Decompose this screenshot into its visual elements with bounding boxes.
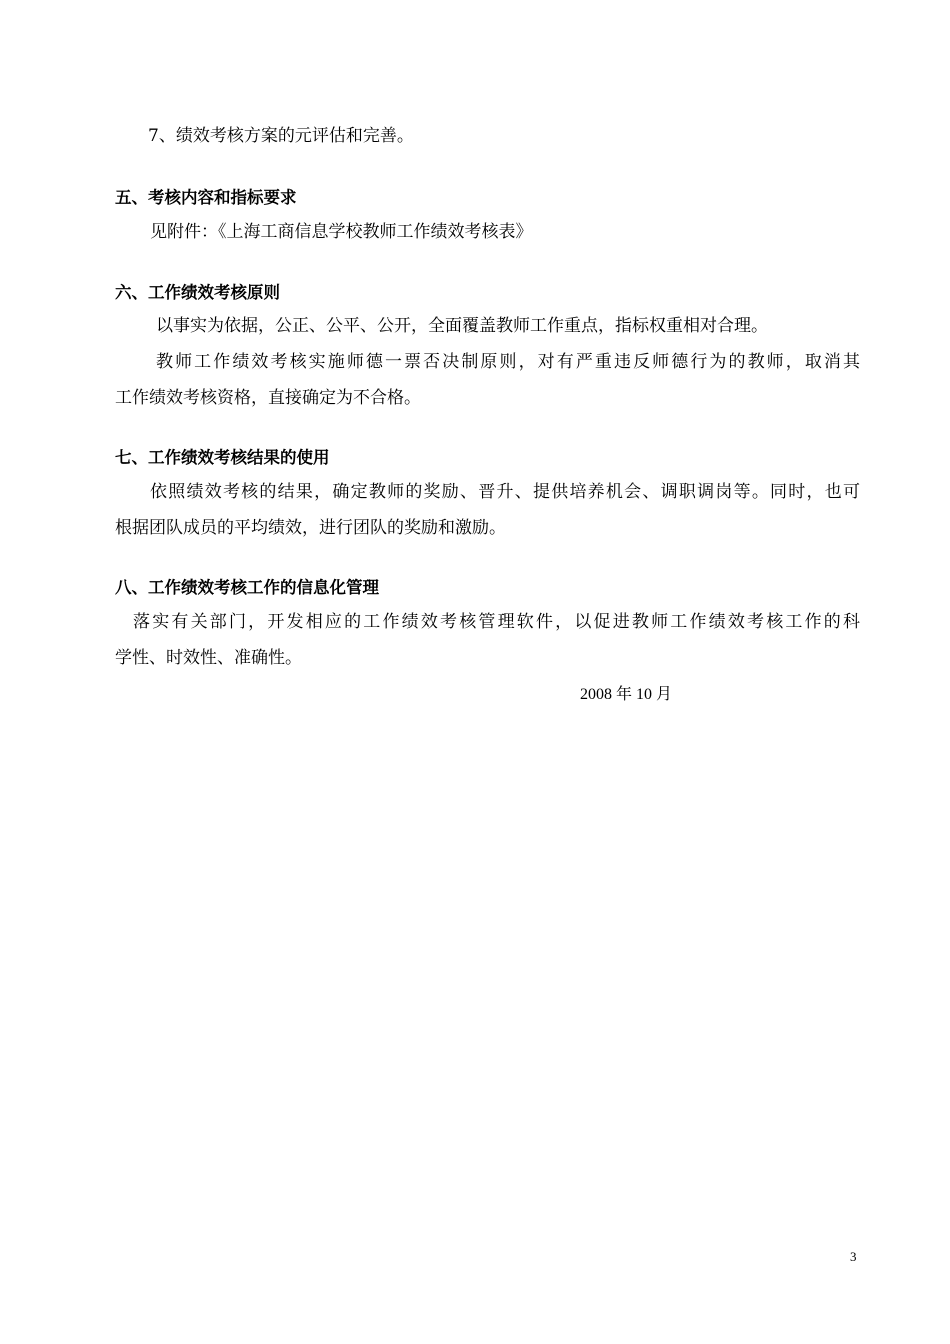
section-6-line-3: 工作绩效考核资格，直接确定为不合格。 [115, 388, 421, 408]
section-8-heading: 八、工作绩效考核工作的信息化管理 [115, 578, 379, 597]
section-5-heading: 五、考核内容和指标要求 [115, 188, 297, 207]
document-date: 2008 年 10 月 [580, 686, 673, 703]
item-7-text: 7、绩效考核方案的元评估和完善。 [148, 126, 414, 146]
section-7-heading: 七、工作绩效考核结果的使用 [115, 448, 330, 467]
section-7-line-1: 依照绩效考核的结果，确定教师的奖励、晋升、提供培养机会、调职调岗等。同时，也可 [150, 482, 860, 502]
section-6-line-2: 教师工作绩效考核实施师德一票否决制原则，对有严重违反师德行为的教师，取消其 [156, 352, 860, 372]
section-7-line-2: 根据团队成员的平均绩效，进行团队的奖励和激励。 [115, 518, 506, 538]
section-6-line-1: 以事实为依据，公正、公平、公开，全面覆盖教师工作重点，指标权重相对合理。 [156, 316, 768, 336]
section-5-line-1: 见附件：《上海工商信息学校教师工作绩效考核表》 [150, 222, 533, 242]
section-6-heading: 六、工作绩效考核原则 [115, 283, 280, 302]
section-8-line-1: 落实有关部门，开发相应的工作绩效考核管理软件，以促进教师工作绩效考核工作的科 [133, 612, 860, 632]
section-8-line-2: 学性、时效性、准确性。 [115, 648, 302, 668]
page-number: 3 [850, 1249, 857, 1264]
